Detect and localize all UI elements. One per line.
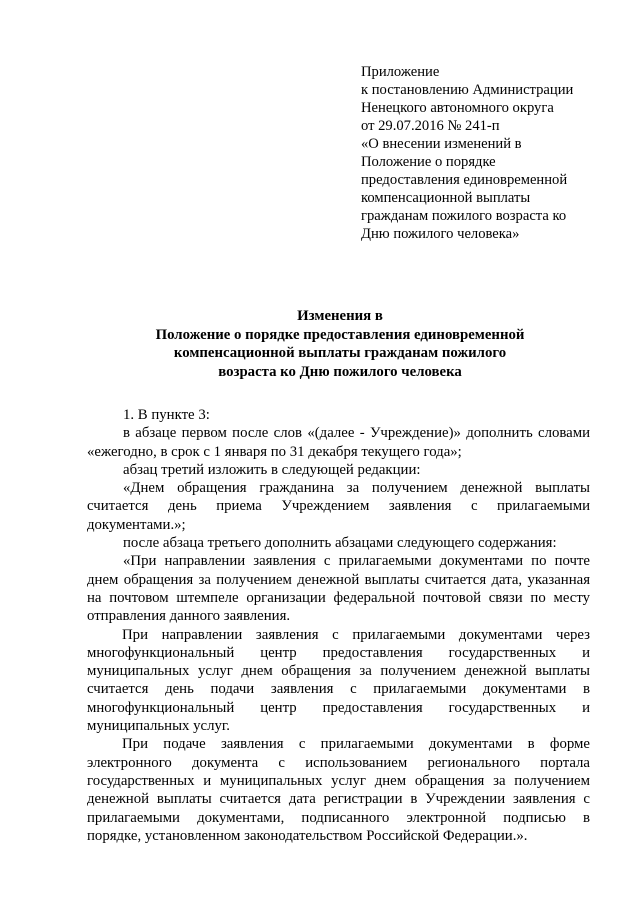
- text-line: документами.»;: [87, 516, 186, 533]
- appendix-line: Положение о порядке: [361, 154, 496, 170]
- document-title: [80, 307, 600, 381]
- text-line: муниципальных услуг днем обращения за получением денежной выплаты: [87, 663, 590, 680]
- paragraph-6: [87, 626, 590, 736]
- text-line: считается день подачи заявления с прилагаемыми документами в: [87, 681, 590, 698]
- paragraph-5: [87, 552, 590, 625]
- appendix-line: Приложение: [361, 64, 440, 80]
- appendix-line: Ненецкого автономного округа: [361, 100, 554, 116]
- title-line: Положение о порядке предоставления единовременной: [155, 326, 525, 343]
- text-line: считается день приема Учреждением заявления с прилагаемыми: [87, 498, 590, 515]
- text-line: днем обращения за получением денежной выплаты считается дата, указанная: [87, 571, 590, 588]
- appendix-line: Дню пожилого человека»: [361, 226, 520, 242]
- text-line: отправления данного заявления.: [87, 608, 291, 625]
- text-line: «ежегодно, в срок с 1 января по 31 декабря текущего года»;: [87, 443, 462, 460]
- paragraph-3: [87, 479, 590, 534]
- paragraph-point-3: 1. В пункте 3:: [123, 407, 210, 423]
- title-line: Изменения в: [297, 308, 383, 324]
- document-body: [87, 406, 590, 845]
- text-line: государственных и муниципальных услуг днем обращения за получением: [87, 772, 590, 789]
- text-line: «Днем обращения гражданина за получением денежной выплаты: [123, 480, 590, 497]
- text-line: муниципальных услуг.: [87, 718, 230, 735]
- text-line: порядке, установленном законодательством Российской Федерации.».: [87, 827, 528, 844]
- appendix-header: [361, 63, 611, 243]
- text-line: электронного документа с использованием регионального портала: [87, 754, 590, 771]
- text-line: денежной выплаты считается дата регистрации в Учреждении заявления с: [87, 791, 590, 808]
- text-line: многофункциональный центр предоставления государственных и: [87, 699, 590, 716]
- text-line: При подаче заявления с прилагаемыми документами в форме: [122, 736, 590, 753]
- text-line: многофункциональный центр предоставления государственных и: [87, 644, 590, 661]
- text-line: на почтовом штемпеле организации федеральной почтовой связи по месту: [87, 589, 590, 606]
- appendix-line: от 29.07.2016 № 241-п: [361, 118, 500, 134]
- appendix-line: предоставления единовременной: [361, 172, 568, 188]
- text-line: «При направлении заявления с прилагаемыми документами по почте: [123, 553, 590, 570]
- appendix-line: гражданам пожилого возраста ко: [361, 208, 567, 224]
- paragraph-2: абзац третий изложить в следующей редакции:: [123, 461, 421, 478]
- text-line: в абзаце первом после слов «(далее - Учреждение)» дополнить словами: [123, 425, 590, 442]
- paragraph-4: после абзаца третьего дополнить абзацами следующего содержания:: [123, 535, 557, 552]
- paragraph-1: [87, 424, 590, 461]
- title-line: компенсационной выплаты гражданам пожилого: [173, 345, 507, 361]
- appendix-line: компенсационной выплаты: [361, 190, 531, 206]
- appendix-line: к постановлению Администрации: [361, 82, 574, 98]
- text-line: При направлении заявления с прилагаемыми документами через: [122, 626, 590, 643]
- title-line: возраста ко Дню пожилого человека: [218, 363, 462, 380]
- paragraph-7: [87, 735, 590, 845]
- text-line: прилагаемыми документами, подписанного электронной подписью в: [87, 809, 590, 826]
- appendix-line: «О внесении изменений в: [361, 136, 522, 152]
